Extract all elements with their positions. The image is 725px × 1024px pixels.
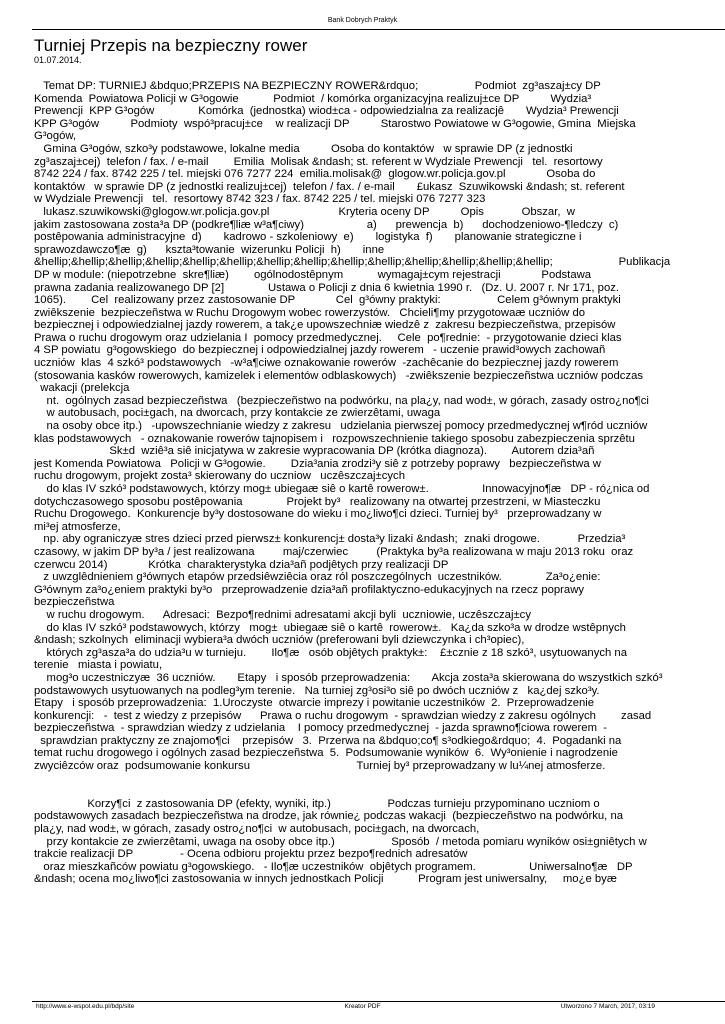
body-line: klas podstawowych - oznakowanie rowerów tajnopisem i rozpowszechnienie takiego sposobu zabezpieczenia sprzêtu <box>34 432 635 445</box>
body-line: 8742 224 / fax. 8742 225 / tel. miejski 076 7277 224 emilia.molisak@ glogow.wr.policja.gov.pl Osoba do <box>34 168 596 181</box>
body-line: Prawa o ruchu drogowym oraz udzielania I pomocy przedmedycznej. Cele po¶rednie: - przygotowanie dzieci klas <box>34 331 622 344</box>
body-line: na osoby obce itp.) -upowszechnianie wiedzy z zakresu udzielania pierwszej pomocy przedmedycznej w¶ród uczniów <box>34 420 648 433</box>
body-line: Korzy¶ci z zastosowania DP (efekty, wyniki, itp.) Podczas turnieju przypominano uczniom o <box>34 797 600 810</box>
body-line: przy kontakcie ze zwierzêtami, uwaga na osoby obce itp.) Sposób / metoda pomiaru wyników osi±gniêtych w <box>34 835 647 848</box>
footer-divider <box>32 1001 725 1002</box>
body-line: &hellip;&hellip;&hellip;&hellip;&hellip;&hellip;&hellip;&hellip;&hellip;&hellip;&hellip;&hellip;&hellip;&hellip; Publikacja <box>34 256 671 269</box>
body-line: sprawdzian praktyczny ze znajomo¶ci przepisów 3. Przerwa na &bdquo;co¶ s³odkiego&rdquo; 4. Pogadanki na <box>34 734 622 747</box>
body-line: pla¿y, nad wod±, w górach, zasady ostro¿no¶ci w autobusach, poci±gach, na dworcach, <box>34 823 480 836</box>
body-line: bezpiecznej i odpowiedzialnej jazdy rowerem, a tak¿e upowszechniæ wiedzê z zakresu bezpieczeñstwa, przepisów <box>34 319 616 332</box>
body-line <box>34 785 725 798</box>
body-line: konkurencji: - test z wiedzy z przepisów Prawa o ruchu drogowym - sprawdzian wiedzy z zakresu ogólnych zasad <box>34 709 652 722</box>
body-line: dotychczasowego sposobu postêpowania Projekt by³ realizowany na otwartej przestrzeni, w Miasteczku <box>34 495 601 508</box>
body-line: np. aby ograniczyæ stres dzieci przed pierwsz± konkurencj± dosta³y lizaki &ndash; znaki drogowe. Przedzia³ <box>34 533 626 546</box>
body-line: jakim zastosowana zosta³a DP (podkre¶liæ w³a¶ciwy) a) prewencja b) dochodzeniowo-¶ledczy c) <box>34 218 619 231</box>
body-line: z uwzglêdnieniem g³ównych etapów przedsiêwziêcia oraz ról poszczególnych uczestników. Za³o¿enie: <box>34 571 601 584</box>
body-line: których zg³asza³a do udzia³u w turnieju. Ilo¶æ osób objêtych praktyk±: £±cznie z 18 szkó³, usytuowanych na <box>34 646 627 659</box>
body-line: podstawowych usytuowanych na podleg³ym terenie. Na turniej zg³osi³o siê po dwóch uczniów z ka¿dej szko³y. <box>34 684 600 697</box>
body-line: bezpieczeñstwa - sprawdzian wiedzy z udzielania I pomocy przedmedycznej - jazda sprawno¶ciowa rowerem - <box>34 722 608 735</box>
footer-url[interactable]: http://www.e-wspol.edu.pl/bdp/site <box>36 1003 135 1010</box>
document-date: 01.07.2014. <box>34 55 82 65</box>
body-line: mog³o uczestniczyæ 36 uczniów. Etapy i sposób przeprowadzenia: Akcja zosta³a skierowana do wszystkich szkó³ <box>34 671 663 684</box>
body-line: kontaktów w sprawie DP (z jednostki realizuj±cej) telefon / fax. / e-mail £ukasz Szuwikowski &ndash; st. referent <box>34 180 625 193</box>
body-line: postêpowania administracyjne d) kadrowo - szkoleniowy e) logistyka f) planowanie strategiczne i <box>34 231 582 244</box>
body-line: ruchu drogowym, projekt zosta³ skierowany do uczniow uczêszczaj±cych <box>34 470 405 483</box>
body-line: DP w module: (niepotrzebne skre¶liæ) ogólnodostêpnym wymagaj±cym rejestracji Podstawa <box>34 268 592 281</box>
body-line: do klas IV szkó³ podstawowych, którzy mog± ubiegaæ siê o kartê rowerow±. Ka¿da szko³a w drodze wstêpnych <box>34 621 626 634</box>
body-line: w Wydziale Prewencji tel. resortowy 8742 323 / fax. 8742 225 / tel. miejski 076 7277 323 <box>34 193 486 206</box>
body-line: zwyciêzców oraz podsumowanie konkursu Turniej by³ przeprowadzany w lu¼nej atmosferze. <box>34 760 606 773</box>
body-line: KPP G³ogów Podmioty wspó³pracuj±ce w realizacji DP Starostwo Powiatowe w G³ogowie, Gmina Miejska <box>34 117 636 130</box>
body-line: lukasz.szuwikowski@glogow.wr.policja.gov.pl Kryteria oceny DP Opis Obszar, w <box>34 205 575 218</box>
body-line: bezpieczeñstwa <box>34 596 115 609</box>
body-line: terenie miasta i powiatu, <box>34 659 163 672</box>
document-body <box>34 80 725 1000</box>
footer-generator: Kreator PDF <box>344 1003 381 1010</box>
body-line: &ndash; ocena mo¿liwo¶ci zastosowania w innych jednostkach Policji Program jest uniwersalny, mo¿e byæ <box>34 873 617 886</box>
body-line: G³ogów, <box>34 130 77 143</box>
header-divider <box>32 29 725 30</box>
body-line: w autobusach, poci±gach, na dworcach, przy kontakcie ze zwierzêtami, uwaga <box>34 407 441 420</box>
body-line: Temat DP: TURNIEJ &bdquo;PRZEPIS NA BEZPIECZNY ROWER&rdquo; Podmiot zg³aszaj±cy DP <box>34 80 601 92</box>
page-footer <box>0 1003 725 1015</box>
body-line: trakcie realizacji DP - Ocena odbioru projektu przez bezpo¶rednich adresatów <box>34 848 468 861</box>
body-line: temat ruchu drogowego i ogólnych zasad bezpieczeñstwa 5. Podsumowanie wyników 6. Wy³onienie i nagrodzenie <box>34 747 618 760</box>
body-line: czasowy, w jakim DP by³a / jest realizowana maj/czerwiec (Praktyka by³a realizowana w maju 2013 roku oraz <box>34 545 634 558</box>
body-line: Prewencji KPP G³ogów Komórka (jednostka) wiod±ca - odpowiedzialna za realizacjê Wydzia³ Prewencji <box>34 105 619 118</box>
body-line: wakacji (prelekcja <box>34 382 130 395</box>
body-line: podstawowych zasadach bezpieczeñstwa na drodze, jak równie¿ podczas wakacji (bezpieczeñstwo na podwórku, na <box>34 810 624 823</box>
body-line: &ndash; szkolnych eliminacji wybiera³a dwóch uczniów (preferowani byli dziewczynka i ch³opiec), <box>34 634 525 647</box>
footer-created: Utworzono 7 March, 2017, 03:19 <box>560 1003 655 1010</box>
body-line: zwiêkszenie bezpieczeñstwa w Ruchu Drogowym wobec rowerzystów. Chcieli¶my przygotowaæ uczniów do <box>34 306 586 319</box>
body-line: w ruchu drogowym. Adresaci: Bezpo¶rednimi adresatami akcji byli uczniowie, uczêszczaj±cy <box>34 608 531 621</box>
body-line: nt. ogólnych zasad bezpieczeñstwa (bezpieczeñstwo na podwórku, na pla¿y, nad wod±, w górach, zasady ostro¿no¶ci <box>34 394 649 407</box>
body-line: Etapy i sposób przeprowadzenia: 1.Uroczyste otwarcie imprezy i powitanie uczestników 2. Przeprowadzenie <box>34 697 595 710</box>
body-line: zg³aszaj±cej) telefon / fax. / e-mail Emilia Molisak &ndash; st. referent w Wydziale Prewencji tel. resortowy <box>34 155 603 168</box>
body-line: 4 SP powiatu g³ogowskiego do bezpiecznej i odpowiedzialnej jazdy rowerem - uczenie prawid³owych zachowañ <box>34 344 606 357</box>
body-line: sprawozdawczo¶æ g) kszta³towanie wizerunku Policji h) inne <box>34 243 385 256</box>
body-line: prawna zadania realizowanego DP [2] Ustawa o Policji z dnia 6 kwietnia 1990 r. (Dz. U. 2007 r. Nr 171, poz. <box>34 281 620 294</box>
body-line: G³ównym za³o¿eniem praktyki by³o przeprowadzenie dzia³añ profilaktyczno-edukacyjnych na rzecz poprawy <box>34 583 585 596</box>
document-title: Turniej Przepis na bezpieczny rower <box>34 36 308 55</box>
body-line: Ruchu Drogowego. Konkurencje by³y dostosowane do wieku i mo¿liwo¶ci dzieci. Turniej by³ przeprowadzany w <box>34 508 602 521</box>
body-line: Gmina G³ogów, szko³y podstawowe, lokalne media Osoba do kontaktów w sprawie DP (z jednostki <box>34 142 573 155</box>
body-line: (stosowania kasków rowerowych, kamizelek i elementów odblaskowych) -zwiêkszenie bezpieczeñstwa uczniów podczas <box>34 369 644 382</box>
body-line: jest Komenda Powiatowa Policji w G³ogowie. Dzia³ania zrodzi³y siê z potrzeby poprawy bezpieczeñstwa w <box>34 457 601 470</box>
body-line: mi³ej atmosferze, <box>34 520 121 533</box>
body-line: oraz mieszkañców powiatu g³ogowskiego. - Ilo¶æ uczestników objêtych programem. Uniwersalno¶æ DP <box>34 860 633 873</box>
body-line: 1065). Cel realizowany przez zastosowanie DP Cel g³ówny praktyki: Celem g³ównym praktyki <box>34 294 621 307</box>
body-line <box>34 773 725 786</box>
body-line: Komenda Powiatowa Policji w G³ogowie Podmiot / komórka organizacyjna realizuj±ce DP Wydzia³ <box>34 92 592 105</box>
body-line: do klas IV szkó³ podstawowych, którzy mog± ubiegaæ siê o kartê rowerow±. Innowacyjno¶æ DP - ró¿nica od <box>34 483 650 495</box>
body-line: Sk±d wziê³a siê inicjatywa w zakresie wypracowania DP (krótka diagnoza). Autorem dzia³añ <box>34 445 595 458</box>
site-header: Bank Dobrych Praktyk <box>327 17 398 24</box>
body-line: czerwcu 2014) Krótka charakterystyka dzia³añ podjêtych przy realizacji DP <box>34 558 449 571</box>
body-line: uczniów klas 4 szkó³ podstawowych -w³a¶ciwe oznakowanie rowerów -zachêcanie do bezpiecznej jazdy rowerem <box>34 357 619 370</box>
